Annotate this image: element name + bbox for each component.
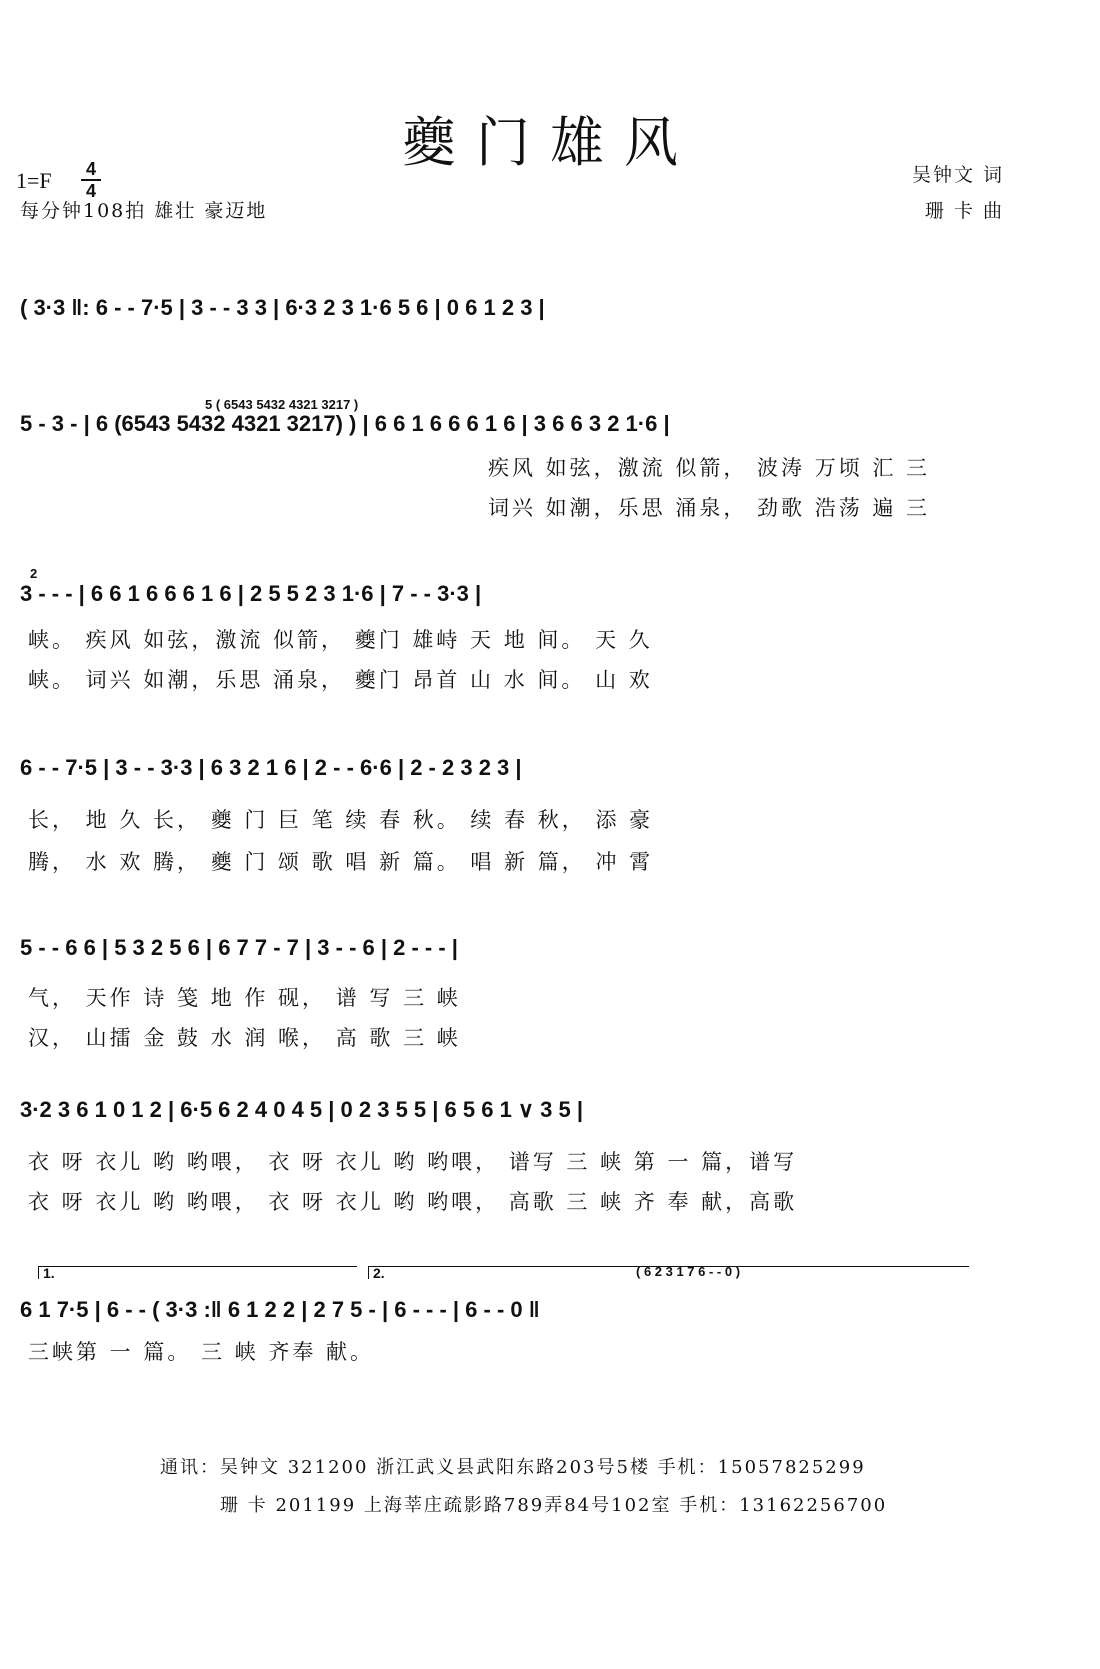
lyric-verse-1: 气， 天作 诗 笺 地 作 砚， 谱 写 三 峡 [28, 986, 461, 1010]
time-signature [81, 160, 101, 200]
notation-line: 3 - - - | 6 6 1 6 6 6 1 6 | 2 5 5 2 3 1·6 | 7 - - 3·3 | [20, 581, 482, 606]
score-row-5 [20, 930, 1080, 970]
volta-bracket-1: 1. [38, 1266, 357, 1279]
lyric-verse-1: 疾风 如弦，激流 似箭， 波涛 万顷 汇 三 [488, 456, 931, 480]
lyric-verse-1: 长， 地 久 长， 夔 门 巨 笔 续 春 秋。 续 春 秋， 添 豪 [28, 808, 654, 832]
score-row-6 [20, 1092, 1080, 1132]
score-row-3 [20, 576, 1080, 616]
ossia-notation: ( 6 2 3 1 7 6 - - 0 ) [636, 1264, 741, 1279]
page-title: 夔门雄风 [402, 111, 698, 174]
lyric-verse-2: 词兴 如潮，乐思 涌泉， 劲歌 浩荡 遍 三 [488, 496, 931, 520]
notation-line: 6 - - 7·5 | 3 - - 3·3 | 6 3 2 1 6 | 2 - - 6·6 | 2 - 2 3 2 3 | [20, 755, 522, 780]
lyric-verse-2: 峡。 词兴 如潮，乐思 涌泉， 夔门 昂首 山 水 间。 山 欢 [28, 668, 653, 692]
lyric-verse-1: 三峡第 一 篇。 三 峡 齐奉 献。 [28, 1340, 375, 1364]
volta-bracket-2: 2. [368, 1266, 969, 1279]
lyric-verse-2: 腾， 水 欢 腾， 夔 门 颂 歌 唱 新 篇。 唱 新 篇， 冲 霄 [28, 850, 654, 874]
composer-credit: 珊 卡 曲 [924, 200, 1004, 222]
score-row-7 [20, 1292, 1080, 1332]
notation-line: 3·2 3 6 1 0 1 2 | 6·5 6 2 4 0 4 5 | 0 2 3 5 5 | 6 5 6 1 ∨ 3 5 | [20, 1097, 583, 1122]
notation-line: ( 3·3 ‖: 6 - - 7·5 | 3 - - 3 3 | 6·3 2 3 1·6 5 6 | 0 6 1 2 3 | [20, 295, 545, 320]
notation-line: 6 1 7·5 | 6 - - ( 3·3 :‖ 6 1 2 2 | 2 7 5 - | 6 - - - | 6 - - 0 ‖ [20, 1297, 540, 1322]
tempo-marking: 每分钟108拍 雄壮 豪迈地 [20, 200, 268, 222]
key-signature: 1=F [16, 168, 52, 193]
notation-line: 5 - - 6 6 | 5 3 2 5 6 | 6 7 7 - 7 | 3 - - 6 | 2 - - - | [20, 935, 458, 960]
score-row-4 [20, 750, 1080, 790]
time-sig-top: 4 [85, 159, 96, 179]
lyric-verse-1: 衣 呀 衣儿 哟 哟喂， 衣 呀 衣儿 哟 哟喂， 谱写 三 峡 第 一 篇，谱写 [28, 1150, 798, 1174]
contact-line-lyricist: 通讯：吴钟文 321200 浙江武义县武阳东路203号5楼 手机：15057825299 [160, 1457, 866, 1478]
contact-line-composer: 珊 卡 201199 上海莘庄疏影路789弄84号102室 手机：13162256700 [220, 1495, 888, 1516]
time-sig-bottom: 4 [85, 181, 96, 201]
score-row-1 [20, 290, 1080, 330]
lyric-verse-2: 汉， 山擂 金 鼓 水 润 喉， 高 歌 三 峡 [28, 1026, 461, 1050]
notation-line: 5 - 3 - | 6 (6543 5432 4321 3217) ) | 6 6 1 6 6 6 1 6 | 3 6 6 3 2 1·6 | [20, 411, 670, 436]
grace-note: 2 [30, 566, 38, 581]
score-row-2 [20, 406, 1080, 446]
lyric-verse-1: 峡。 疾风 如弦，激流 似箭， 夔门 雄峙 天 地 间。 天 久 [28, 628, 653, 652]
ornament-notation: 5 ( 6543 5432 4321 3217 ) [205, 397, 359, 412]
lyricist-credit: 吴钟文 词 [911, 164, 1004, 186]
lyric-verse-2: 衣 呀 衣儿 哟 哟喂， 衣 呀 衣儿 哟 哟喂， 高歌 三 峡 齐 奉 献，高歌 [28, 1190, 798, 1214]
